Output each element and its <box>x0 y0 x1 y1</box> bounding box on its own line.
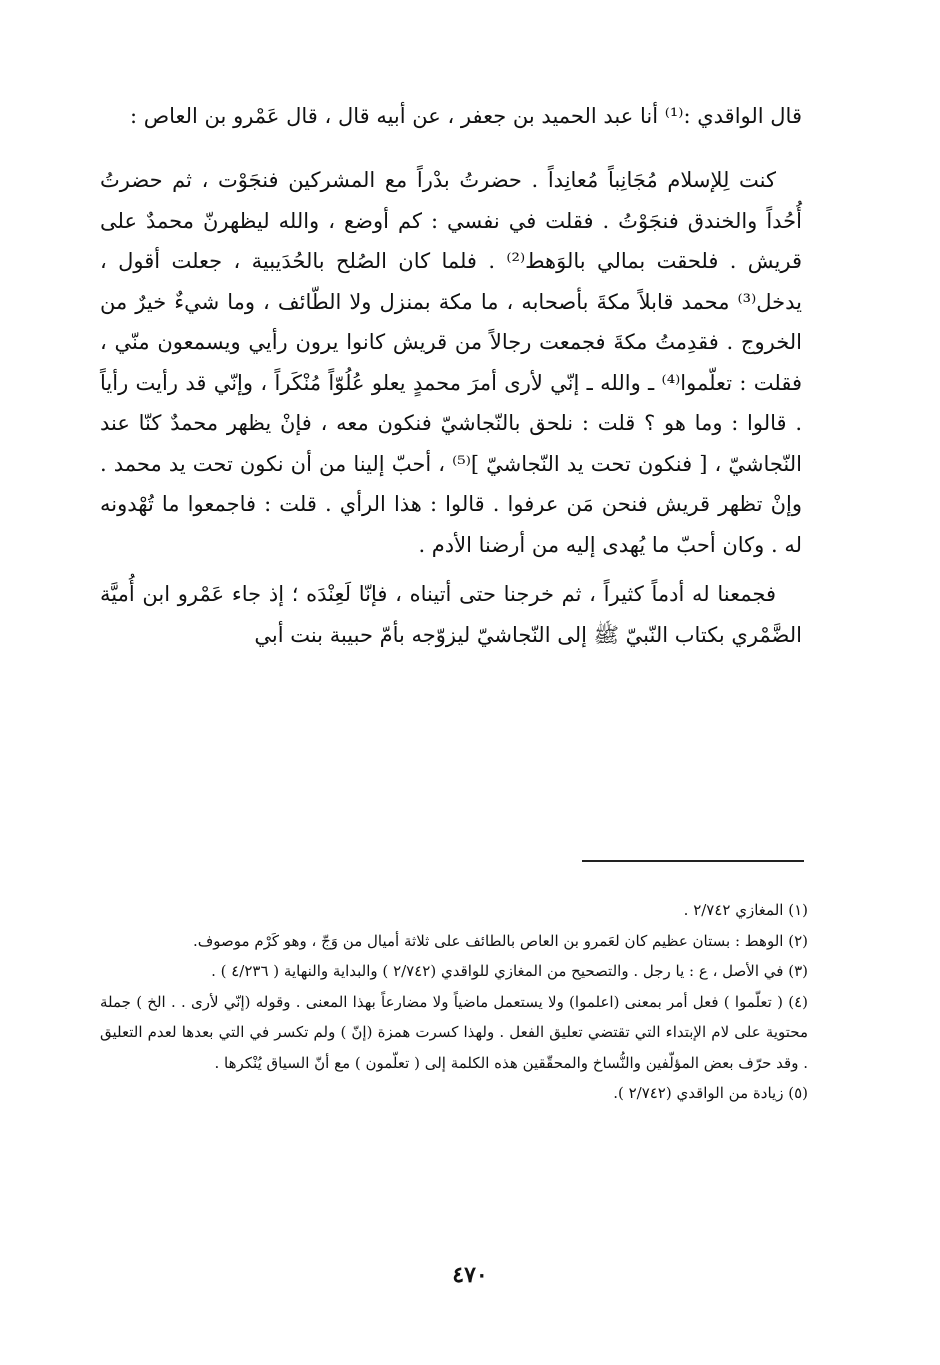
main-text <box>100 92 802 664</box>
footnote-number: (٤) <box>788 992 808 1011</box>
footnote-4 <box>100 987 808 1079</box>
footnote-2 <box>100 926 808 957</box>
footnote-text: في الأصل ، ع : يا رجل . والتصحيح من المغازي للواقدي (٢/٧٤٢ ) والبداية والنهاية ( ٤/٢٣٦ ) . <box>211 962 784 980</box>
paragraph-2: فجمعنا له أدماً كثيراً ، ثم خرجنا حتى أتيناه ، فإنّا لَعِنْدَه ؛ إذ جاء عَمْرو ابن أُميَّة الضَّمْري بكتاب النّبيّ ﷺ إلى النّجاشيّ ليزوّجه بأمّ حبيبة بنت أبي <box>100 582 802 647</box>
footnote-separator <box>582 860 804 862</box>
footnote-number: (٣) <box>788 962 808 980</box>
footnote-5 <box>100 1078 808 1109</box>
footnote-text: الوهط : بستان عظيم كان لعَمرو بن العاص بالطائف على ثلاثة أميال من وَجّ ، وهو كَرْم موصوف. <box>192 931 784 950</box>
footnote-1 <box>100 895 808 926</box>
footnote-number: (١) <box>788 901 808 919</box>
footnote-number: (٥) <box>788 1084 808 1102</box>
intro-line: قال الواقدي :⁽¹⁾ أنا عبد الحميد بن جعفر ، عن أبيه قال ، قال عَمْرو بن العاص : <box>129 104 802 128</box>
footnote-text: زيادة من الواقدي (٢/٧٤٢ ). <box>613 1084 784 1102</box>
footnote-text: المغازي ٢/٧٤٢ . <box>683 901 784 919</box>
footnote-number: (٢) <box>788 931 808 950</box>
footnote-3 <box>100 956 808 987</box>
paragraph-1: كنت لِلإسلام مُجَانِباً مُعانِداً . حضرتُ بدْراً مع المشركين فنجَوْت ، ثم حضرتُ أُحُداً والخندق فنجَوْتُ . فقلت في نفسي : كم أوضع ، والله ليظهرنّ محمدٌ على قريش . فلحقت بمالي بالوَهط⁽²⁾ . فلما كان الصُلح بالحُدَيبية ، جعلت أقول ، يدخل⁽³⁾ محمد قابلاً مكةَ بأصحابه ، ما مكة بمنزل ولا الطّائف ، وما شيءٌ خيرٌ من الخروج . فقدِمتُ مكةَ فجمعت رجالاً من قريش كانوا يرون رأيي ويسمعون منّي ، فقلت : تعلّموا⁽⁴⁾ ـ والله ـ إنّي لأرى أمرَ محمدٍ يعلو عُلُوّاً مُنْكَراً ، وإنّي قد رأيت رأياً . قالوا : وما هو ؟ قلت : نلحق بالنّجاشيّ فنكون معه ، فإنْ يظهر محمدٌ كنّا عند النّجاشيّ ، [ فنكون تحت يد النّجاشيّ ]⁽⁵⁾ ، أحبّ إلينا من أن نكون تحت يد محمد . وإنْ تظهر قريش فنحن مَن عرفوا . قالوا : هذا الرأي . قلت : فاجمعوا ما تُهْدونه له . وكان أحبّ ما يُهدى إليه من أرضنا الأدم . <box>100 168 802 557</box>
footnote-text: ( تعلّموا ) فعل أمر بمعنى (اعلموا) ولا يستعمل ماضياً ولا مضارعاً بهذا المعنى . وقوله (إنّي لأرى . . الخ ) جملة محتوية على لام الإبتداء التي تقتضي تعليق الفعل . ولهذا كسرت همزة (إنّ ) ولم تكسر في التي بعدها لعدم التعليق . وقد حرّف بعض المؤلّفين والنُّساخ والمحقّقين هذه الكلمة إلى ( تعلّمون ) مع أنّ السياق يُنْكرها . <box>100 992 808 1072</box>
footnotes <box>100 895 808 1109</box>
page-number: ٤٧٠ <box>452 1262 488 1288</box>
